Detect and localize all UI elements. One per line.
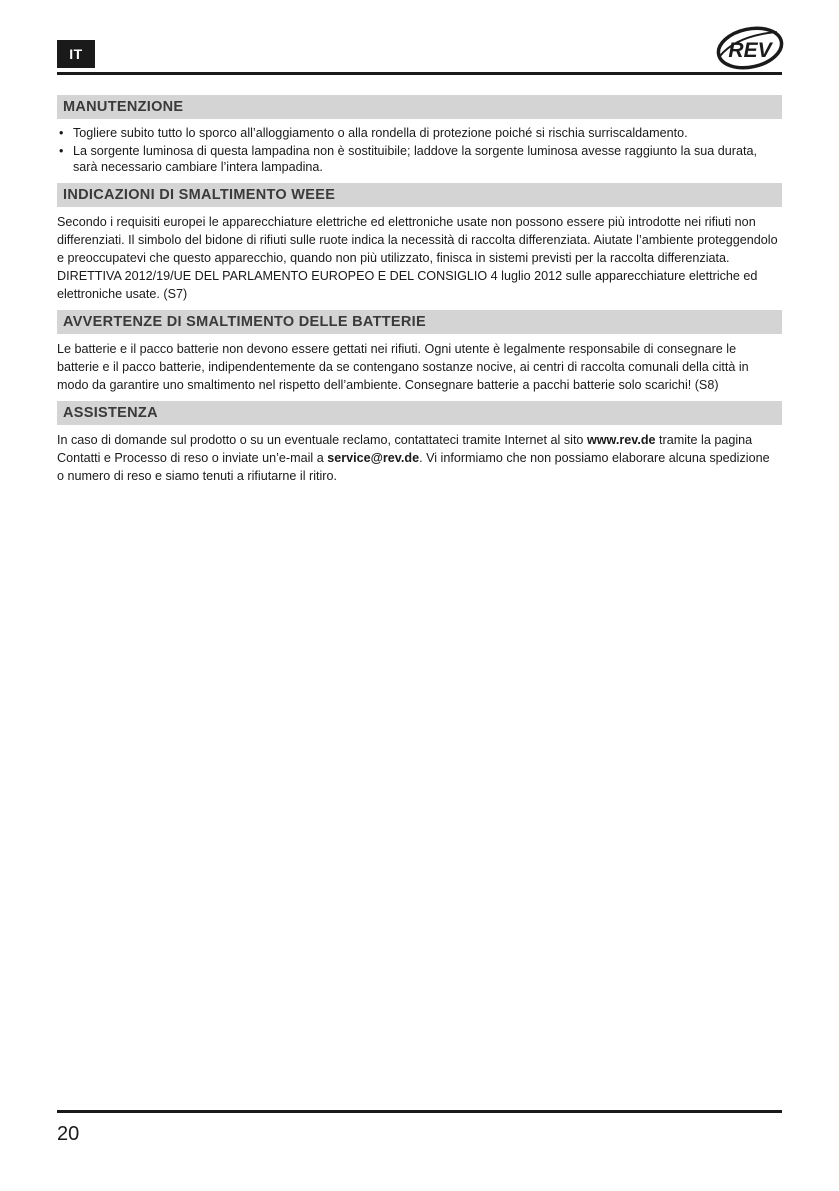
section-assistance xyxy=(57,401,782,485)
assistance-text: tramite la pagina Contatti e Processo di reso o inviate un’e-mail a xyxy=(57,432,753,465)
list-item xyxy=(57,143,782,176)
section-heading: ASSISTENZA xyxy=(57,401,782,425)
bullet-icon: • xyxy=(59,126,64,140)
section-heading: AVVERTENZE DI SMALTIMENTO DELLE BATTERIE xyxy=(57,310,782,334)
assistance-text: In caso di domande sul prodotto o su un eventuale reclamo, contattateci tramite Internet al sito xyxy=(57,432,587,447)
section-batteries xyxy=(57,310,782,394)
header-divider xyxy=(57,72,782,75)
section-weee xyxy=(57,183,782,303)
language-badge: IT xyxy=(57,40,95,68)
list-item-text: La sorgente luminosa di questa lampadina non è sostituibile; laddove la sorgente luminosa avesse raggiunto la sua durata, sarà necessario cambiare l’intera lampadina. xyxy=(73,143,757,174)
assistance-paragraph xyxy=(57,431,782,485)
rev-logo xyxy=(716,26,784,70)
email-link[interactable]: service@rev.de xyxy=(327,450,420,465)
list-item-text: Togliere subito tutto lo sporco all’alloggiamento o alla rondella di protezione poiché si rischia surriscaldamento. xyxy=(73,126,688,140)
section-heading: MANUTENZIONE xyxy=(57,95,782,119)
batteries-paragraph: Le batterie e il pacco batterie non devono essere gettati nei rifiuti. Ogni utente è legalmente responsabile di consegnare le batterie e il pacco batterie, indipendentemente da se contengano sostanze nocive, ai centri di raccolta comunali della città in modo da garantire uno smaltimento nel rispetto dell’ambiente. Consegnare batterie a pacchi batterie solo scarichi! (S8) xyxy=(57,341,749,392)
weee-paragraph: Secondo i requisiti europei le apparecchiature elettriche ed elettroniche usate non possono essere più introdotte nei rifiuti non differenziati. Il simbolo del bidone di rifiuti sulle ruote indica la necessità di raccolta differenziata. Aiutate l’ambiente proteggendolo e preoccupatevi che questo apparecchio, quando non più utilizzato, finisca in sistemi previsti per la raccolta differenziata. DIRETTIVA 2012/19/UE DEL PARLAMENTO EUROPEO E DEL CONSIGLIO 4 luglio 2012 sulle apparecchiature elettriche ed elettroniche usate. (S7) xyxy=(57,214,778,301)
list-item xyxy=(57,125,782,142)
maintenance-list xyxy=(57,125,782,176)
bullet-icon: • xyxy=(59,143,64,158)
section-heading: INDICAZIONI DI SMALTIMENTO WEEE xyxy=(57,183,782,207)
footer-divider xyxy=(57,1110,782,1113)
page-number: 20 xyxy=(57,1123,80,1145)
website-link[interactable]: www.rev.de xyxy=(586,432,656,447)
section-maintenance xyxy=(57,95,782,176)
main-content xyxy=(57,95,782,492)
assistance-text: . Vi informiamo che non possiamo elaborare alcuna spedizione o numero di reso e siamo tenuti a rifiutarne il ritiro. xyxy=(57,450,770,483)
logo-text: REV xyxy=(728,39,772,62)
